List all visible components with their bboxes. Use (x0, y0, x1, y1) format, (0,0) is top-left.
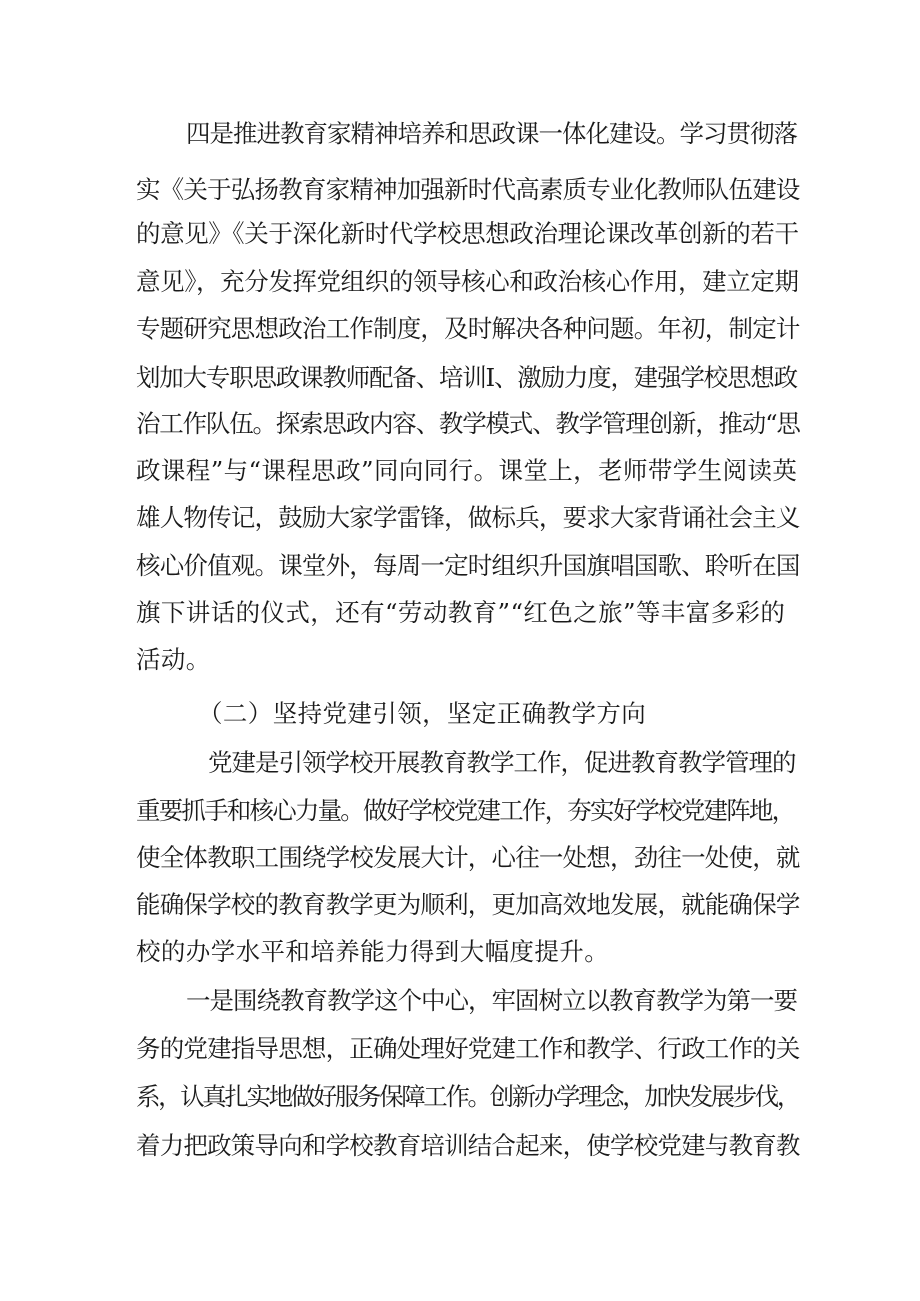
paragraph-3-line-3: 系，认真扎实地做好服务保障工作。创新办学理念，加快发展步伐， (136, 1082, 799, 1111)
paragraph-1-line-12: 活动。 (136, 645, 211, 674)
paragraph-1-line-7: 治工作队伍。探索思政内容、教学模式、教学管理创新，推动“思 (136, 409, 800, 438)
paragraph-1-line-1: 四是推进教育家精神培养和思政课一体化建设。学习贯彻落 (186, 119, 797, 148)
paragraph-1-line-3: 的意见》《关于深化新时代学校思想政治理论课改革创新的若干 (136, 219, 799, 248)
paragraph-1-line-8: 政课程”与“课程思政”同向同行。课堂上，老师带学生阅读英 (136, 456, 798, 485)
paragraph-1-line-6: 划加大专职思政课教师配备、培训I、激励力度，建强学校思想政 (136, 363, 797, 392)
paragraph-3-line-1: 一是围绕教育教学这个中心，牢固树立以教育教学为第一要 (186, 986, 797, 1015)
paragraph-2-line-4: 能确保学校的教育教学更为顺利，更加高效地发展，就能确保学 (136, 890, 800, 919)
paragraph-3-line-2: 务的党建指导思想，正确处理好党建工作和教学、行政工作的关 (136, 1034, 800, 1063)
paragraph-2-line-5: 校的办学水平和培养能力得到大幅度提升。 (136, 937, 610, 966)
paragraph-1-line-4: 意见》，充分发挥党组织的领导核心和政治核心作用，建立定期 (136, 267, 799, 296)
paragraph-1-line-5: 专题研究思想政治工作制度，及时解决各种问题。年初，制定计 (136, 314, 800, 343)
paragraph-1-line-10: 核心价值观。课堂外，每周一定时组织升国旗唱国歌、聆听在国 (136, 551, 800, 580)
paragraph-1-line-11: 旗下讲话的仪式，还有“劳动教育”“红色之旅”等丰富多彩的 (136, 598, 786, 627)
paragraph-2-line-3: 使全体教职工围绕学校发展大计，心往一处想，劲往一处使，就 (136, 843, 800, 872)
paragraph-2-line-1: 党建是引领学校开展教育教学工作，促进教育教学管理的 (208, 748, 796, 777)
paragraph-1-line-2: 实《关于弘扬教育家精神加强新时代高素质专业化教师队伍建设 (136, 175, 800, 204)
paragraph-2-line-2: 重要抓手和核心力量。做好学校党建工作，夯实好学校党建阵地， (136, 796, 795, 825)
paragraph-3-line-4: 着力把政策导向和学校教育培训结合起来，使学校党建与教育教 (136, 1131, 800, 1160)
section-heading: （二）坚持党建引领，坚定正确教学方向 (198, 699, 647, 728)
paragraph-1-line-9: 雄人物传记，鼓励大家学雷锋，做标兵，要求大家背诵社会主义 (136, 503, 800, 532)
